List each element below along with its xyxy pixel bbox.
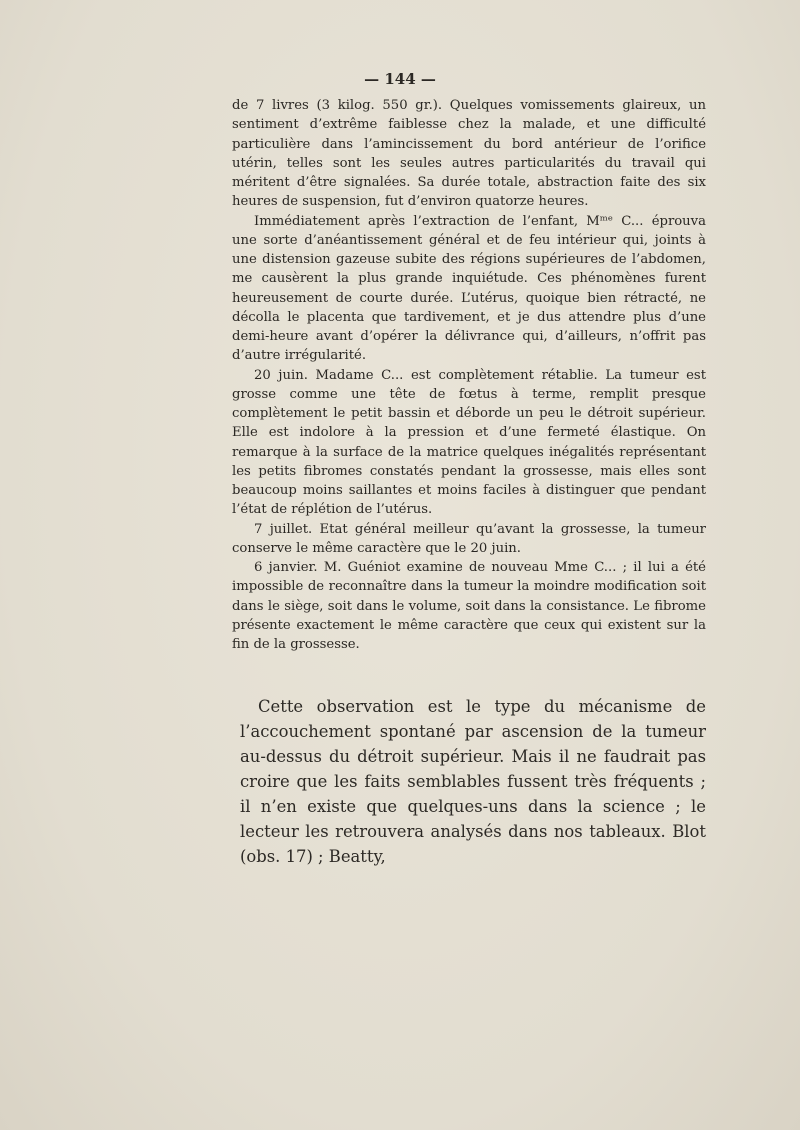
paragraph-20-juin: 20 juin. Madame C... est complètement rétablie. La tumeur est grosse comme une tête de fœtus à terme, remplit presque complètement le petit bassin et déborde un peu le détroit supérieur. Elle est indolore à la pression et d’une fermeté élastique. On remarque à la surface de la matrice quelques inégalités représentant les petits fibromes constatés pendant la grossesse, mais elles sont beaucoup moins saillantes et moins faciles à distinguer que pendant l’état de réplétion de l’utérus. <box>232 367 706 518</box>
paragraph-7-juillet: 7 juillet. Etat général meilleur qu’avant la grossesse, la tumeur conserve le même caractère que le 20 juin. <box>232 521 706 556</box>
paragraph-6-janvier: 6 janvier. M. Guéniot examine de nouveau Mme C... ; il lui a été impossible de reconnaître dans la tumeur la moindre modification soit dans le siège, soit dans le volume, soit dans la consistance. Le fibrome présente exactement le même caractère que ceux qui existent sur la fin de la grossesse. <box>232 560 706 652</box>
paragraph-commentary: Cette observation est le type du mécanisme de l’accouchement spontané par ascension de la tumeur au-dessus du détroit supérieur. Mais il ne faudrait pas croire que les faits semblables fussent très fréquents ; il n’en existe que quelques-uns dans la science ; le lecteur les retrouvera analysés dans nos tableaux. Blot (obs. 17) ; Beatty, <box>240 697 706 866</box>
commentary <box>240 694 706 869</box>
paragraph-labor-details: de 7 livres (3 kilog. 550 gr.). Quelques vomissements glaireux, un sentiment d’extrême faiblesse chez la malade, et une difficulté particulière dans l’amincissement du bord antérieur de l’orifice utérin, telles sont les seules autres particularités du travail qui méritent d’être signalées. Sa durée totale, abstraction faite des six heures de suspension, fut d’environ quatorze heures. <box>232 98 706 210</box>
observation-notes <box>232 96 706 654</box>
page-number: — 144 — <box>364 70 436 88</box>
paragraph-post-extraction: Immédiatement après l’extraction de l’enfant, Mᵐᵉ C... éprouva une sorte d’anéantissement général et de feu intérieur qui, joints à une distension gazeuse subite des régions supérieures de l’abdomen, me causèrent la plus grande inquiétude. Ces phénomènes furent heureusement de courte durée. L’utérus, quoique bien rétracté, ne décolla le placenta que tardivement, et je dus attendre plus d’une demi-heure avant d’opérer la délivrance qui, d’ailleurs, n’offrit pas d’autre irrégularité. <box>232 213 706 364</box>
